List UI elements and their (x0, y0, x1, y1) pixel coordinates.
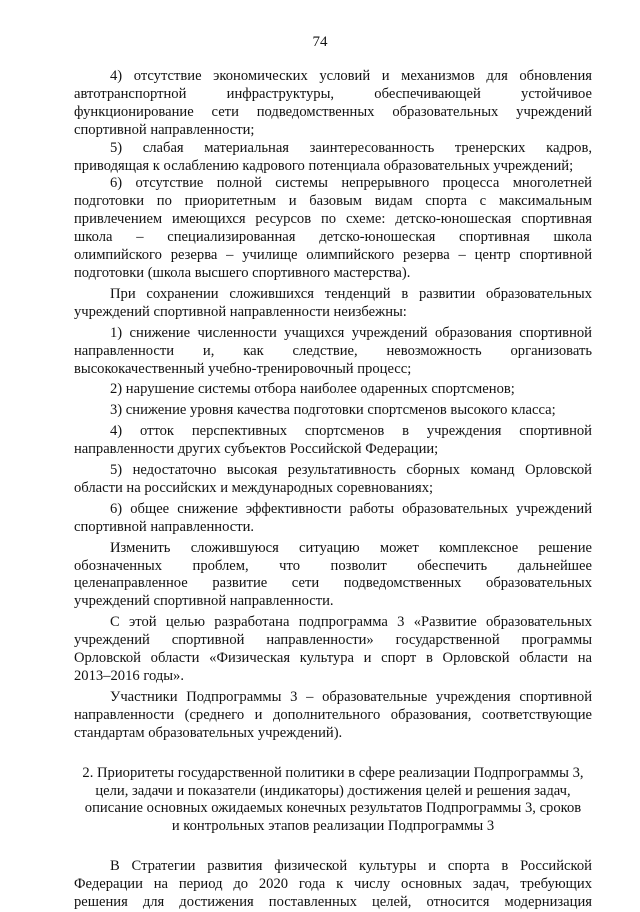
paragraph-participants-line-1: Участники Подпрограммы 3 – образовательные учреждения спортивной (110, 688, 592, 705)
consequence-5-line-2: области на российских и международных соревнованиях; (74, 479, 434, 496)
section-heading-line-1: 2. Приоритеты государственной политики в сфере реализации Подпрограммы 3, (82, 764, 584, 781)
consequence-3: 3) снижение уровня качества подготовки спортсменов высокого класса; (110, 402, 556, 419)
consequence-2: 2) нарушение системы отбора наиболее одаренных спортсменов; (110, 381, 515, 398)
paragraph-subprogram-line-1: С этой целью разработана подпрограмма 3 «Развитие образовательных (110, 614, 592, 631)
consequence-6-line-1: 6) общее снижение эффективности работы образовательных учреждений (110, 500, 592, 517)
paragraph-strategy-line-1: В Стратегии развития физической культуры и спорта в Российской (110, 858, 592, 875)
consequence-4-line-2: направленности других субъектов Российской Федерации; (74, 441, 439, 458)
consequence-4-line-1: 4) отток перспективных спортсменов в учреждения спортивной (110, 423, 592, 440)
paragraph-participants-line-2: направленности (среднего и дополнительного образования, соответствующие (74, 706, 592, 723)
list-item-5-line-1: 5) слабая материальная заинтересованность тренерских кадров, (110, 139, 592, 156)
paragraph-subprogram-line-3: Орловской области «Физическая культура и спорт в Орловской области на (74, 650, 592, 667)
page-number: 74 (312, 34, 328, 50)
paragraph-consequences-line-1: При сохранении сложившихся тенденций в развитии образовательных (110, 285, 592, 302)
list-item-4-line-3: функционирование сети подведомственных образовательных учреждений (74, 103, 592, 120)
paragraph-subprogram-line-4: 2013–2016 годы». (74, 668, 184, 684)
list-item-5-line-2: приводящая к ослаблению кадрового потенциала образовательных учреждений; (74, 157, 574, 174)
paragraph-solution-line-2: обозначенных проблем, что позволит обеспечить дальнейшее (74, 557, 592, 574)
paragraph-participants-line-3: стандартам образовательных учреждений). (74, 724, 343, 741)
list-item-4-line-4: спортивной направленности; (74, 121, 255, 138)
paragraph-solution-line-1: Изменить сложившуюся ситуацию может комплексное решение (110, 539, 592, 556)
list-item-6-line-6: подготовки (школа высшего спортивного мастерства). (74, 264, 411, 281)
consequence-6-line-2: спортивной направленности. (74, 518, 255, 535)
section-heading-line-3: описание основных ожидаемых конечных результатов Подпрограммы 3, сроков (84, 800, 582, 817)
list-item-6-line-1: 6) отсутствие полной системы непрерывного процесса многолетней (110, 175, 592, 192)
list-item-6-line-4: школа – специализированная детско-юношеская спортивная школа (74, 229, 592, 246)
consequence-1-line-1: 1) снижение численности учащихся учреждений образования спортивной (110, 324, 592, 341)
list-item-6-line-2: подготовки по приоритетным и базовым видам спорта с максимальным (74, 193, 592, 210)
paragraph-strategy-line-3: решения для достижения поставленных целей, относится модернизация (74, 894, 592, 911)
consequence-5-line-1: 5) недостаточно высокая результативность сборных команд Орловской (110, 462, 592, 479)
section-heading-line-2: цели, задачи и показатели (индикаторы) достижения целей и решения задач, (95, 782, 571, 799)
paragraph-solution-line-3: целенаправленное развитие сети подведомственных образовательных (74, 575, 592, 592)
section-heading-line-4: и контрольных этапов реализации Подпрограммы 3 (171, 818, 495, 835)
consequence-1-line-2: направленности и, как следствие, невозможность организовать (74, 342, 592, 359)
consequence-1-line-3: высококачественный учебно-тренировочный процесс; (74, 360, 412, 377)
list-item-4-line-1: 4) отсутствие экономических условий и механизмов для обновления (110, 68, 592, 84)
list-item-6-line-3: привлечением имеющихся ресурсов по схеме: детско-юношеская спортивная (74, 211, 592, 228)
paragraph-subprogram-line-2: учреждений спортивной направленности» государственной программы (74, 632, 592, 649)
paragraph-strategy-line-2: Федерации на период до 2020 года к числу основных задач, требующих (74, 876, 592, 893)
paragraph-consequences-line-2: учреждений спортивной направленности неизбежны: (74, 303, 407, 320)
list-item-4-line-2: автотранспортной инфраструктуры, обеспечивающей устойчивое (74, 85, 592, 102)
paragraph-solution-line-4: учреждений спортивной направленности. (74, 593, 334, 610)
list-item-6-line-5: олимпийского резерва – училище олимпийского резерва – центр спортивной (74, 247, 592, 264)
page-body (74, 68, 592, 912)
